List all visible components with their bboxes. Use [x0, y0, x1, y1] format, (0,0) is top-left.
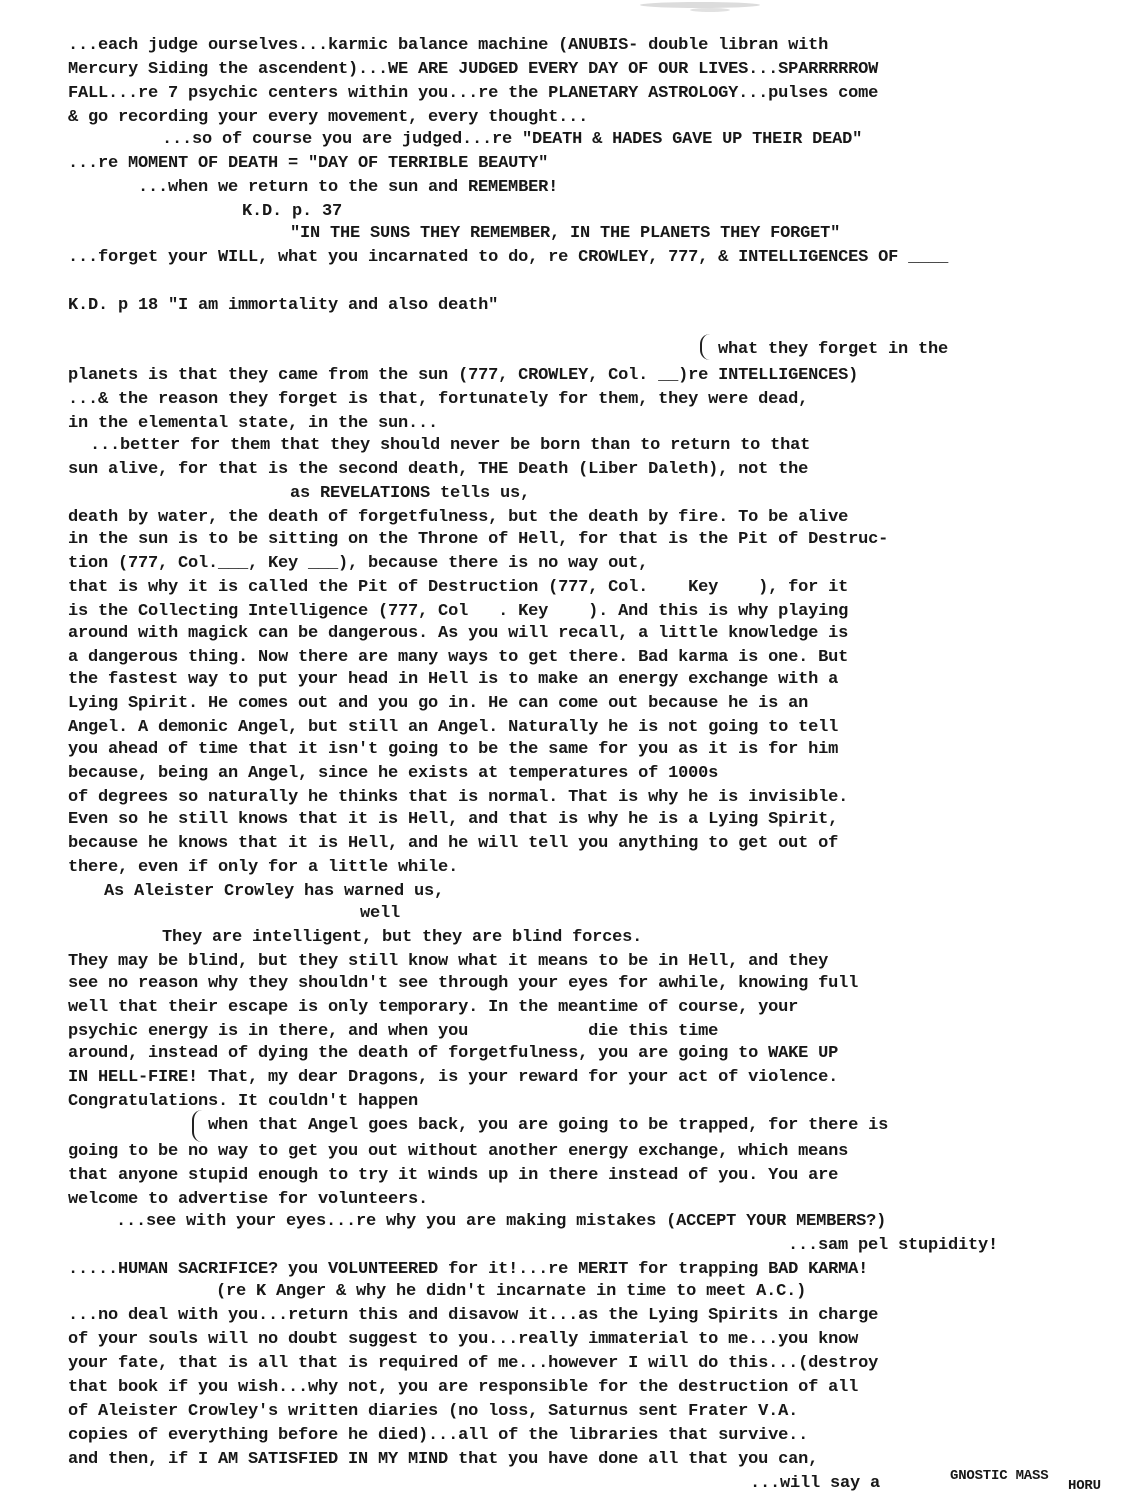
- scan-speck: [640, 2, 760, 8]
- text-line: ...when we return to the sun and REMEMBER!: [138, 178, 559, 197]
- text-line: ...& the reason they forget is that, fortunately for them, they were dead,: [68, 390, 809, 409]
- text-line: your fate, that is all that is required of me...however I will do this...(destroy: [68, 1354, 879, 1373]
- text-line: ...each judge ourselves...karmic balance machine (ANUBIS- double libran with: [68, 36, 829, 55]
- text-line: Angel. A demonic Angel, but still an Angel. Naturally he is not going to tell: [68, 718, 839, 737]
- text-line: FALL...re 7 psychic centers within you...re the PLANETARY ASTROLOGY...pulses come: [68, 84, 879, 103]
- text-line: K.D. p. 37: [242, 202, 343, 221]
- text-line: copies of everything before he died)...all of the libraries that survive..: [68, 1426, 809, 1445]
- text-line: as REVELATIONS tells us,: [290, 484, 531, 503]
- text-line: and then, if I AM SATISFIED IN MY MIND that you have done all that you can,: [68, 1450, 819, 1469]
- text-line: They may be blind, but they still know what it means to be in Hell, and they: [68, 952, 829, 971]
- text-line: planets is that they came from the sun (777, CROWLEY, Col. __)re INTELLIGENCES): [68, 366, 859, 385]
- text-line: in the elemental state, in the sun...: [68, 414, 439, 433]
- text-line: well: [360, 904, 401, 923]
- text-line: psychic energy is in there, and when you die this time: [68, 1022, 719, 1041]
- text-line: Congratulations. It couldn't happen: [68, 1092, 419, 1111]
- text-line: ...no deal with you...return this and disavow it...as the Lying Spirits in charge: [68, 1306, 879, 1325]
- text-line: Lying Spirit. He comes out and you go in. He can come out because he is an: [68, 694, 809, 713]
- text-line: that book if you wish...why not, you are responsible for the destruction of all: [68, 1378, 859, 1397]
- text-line: that anyone stupid enough to try it winds up in there instead of you. You are: [68, 1166, 839, 1185]
- text-line: They are intelligent, but they are blind forces.: [162, 928, 643, 947]
- text-line: because he knows that it is Hell, and he will tell you anything to get out of: [68, 834, 839, 853]
- text-line: in the sun is to be sitting on the Throne of Hell, for that is the Pit of Destruc-: [68, 530, 889, 549]
- text-line: you ahead of time that it isn't going to be the same for you as it is for him: [68, 740, 839, 759]
- text-line: (re K Anger & why he didn't incarnate in time to meet A.C.): [216, 1282, 807, 1301]
- text-line: when that Angel goes back, you are going to be trapped, for there is: [208, 1116, 889, 1135]
- text-line: around with magick can be dangerous. As you will recall, a little knowledge is: [68, 624, 849, 643]
- text-line: Even so he still knows that it is Hell, and that is why he is a Lying Spirit,: [68, 810, 839, 829]
- text-line: of degrees so naturally he thinks that is normal. That is why he is invisible.: [68, 788, 849, 807]
- text-line: Mercury Siding the ascendent)...WE ARE JUDGED EVERY DAY OF OUR LIVES...SPARRRRROW: [68, 60, 879, 79]
- text-line: that is why it is called the Pit of Destruction (777, Col. Key ), for it: [68, 578, 849, 597]
- text-line: ...sam pel stupidity!: [788, 1236, 999, 1255]
- text-line: going to be no way to get you out without another energy exchange, which means: [68, 1142, 849, 1161]
- text-line: a dangerous thing. Now there are many ways to get there. Bad karma is one. But: [68, 648, 849, 667]
- text-line: ...will say a: [750, 1474, 881, 1493]
- text-line: death by water, the death of forgetfulness, but the death by fire. To be alive: [68, 508, 849, 527]
- text-line: welcome to advertise for volunteers.: [68, 1190, 429, 1209]
- text-line: ...forget your WILL, what you incarnated to do, re CROWLEY, 777, & INTELLIGENCES OF ____: [68, 248, 949, 267]
- text-line: K.D. p 18 "I am immortality and also death": [68, 296, 499, 315]
- text-line: .....HUMAN SACRIFICE? you VOLUNTEERED for it!...re MERIT for trapping BAD KARMA!: [68, 1260, 869, 1279]
- text-line: HORU: [1068, 1478, 1101, 1494]
- scan-speck: [690, 8, 730, 12]
- text-line: is the Collecting Intelligence (777, Col . Key ). And this is why playing: [68, 602, 849, 621]
- text-line: IN HELL-FIRE! That, my dear Dragons, is your reward for your act of violence.: [68, 1068, 839, 1087]
- text-line: of your souls will no doubt suggest to you...really immaterial to me...you know: [68, 1330, 859, 1349]
- text-line: ...re MOMENT OF DEATH = "DAY OF TERRIBLE BEAUTY": [68, 154, 549, 173]
- text-line: well that their escape is only temporary. In the meantime of course, your: [68, 998, 799, 1017]
- text-line: see no reason why they shouldn't see through your eyes for awhile, knowing full: [68, 974, 859, 993]
- text-line: As Aleister Crowley has warned us,: [104, 882, 445, 901]
- text-line: of Aleister Crowley's written diaries (no loss, Saturnus sent Frater V.A.: [68, 1402, 799, 1421]
- text-line: GNOSTIC MASS: [950, 1468, 1049, 1484]
- text-line: ...so of course you are judged...re "DEATH & HADES GAVE UP THEIR DEAD": [162, 130, 863, 149]
- text-line: & go recording your every movement, every thought...: [68, 108, 589, 127]
- text-line: sun alive, for that is the second death, THE Death (Liber Daleth), not the: [68, 460, 809, 479]
- text-line: what they forget in the: [718, 340, 949, 359]
- text-line: there, even if only for a little while.: [68, 858, 459, 877]
- text-line: tion (777, Col.___, Key ___), because there is no way out,: [68, 554, 649, 573]
- handwritten-bracket: [192, 1110, 206, 1142]
- handwritten-bracket: [700, 334, 716, 360]
- text-line: around, instead of dying the death of forgetfulness, you are going to WAKE UP: [68, 1044, 839, 1063]
- text-line: the fastest way to put your head in Hell is to make an energy exchange with a: [68, 670, 839, 689]
- text-line: because, being an Angel, since he exists at temperatures of 1000s: [68, 764, 719, 783]
- text-line: ...see with your eyes...re why you are making mistakes (ACCEPT YOUR MEMBERS?): [116, 1212, 887, 1231]
- text-line: "IN THE SUNS THEY REMEMBER, IN THE PLANETS THEY FORGET": [290, 224, 841, 243]
- text-line: ...better for them that they should never be born than to return to that: [90, 436, 811, 455]
